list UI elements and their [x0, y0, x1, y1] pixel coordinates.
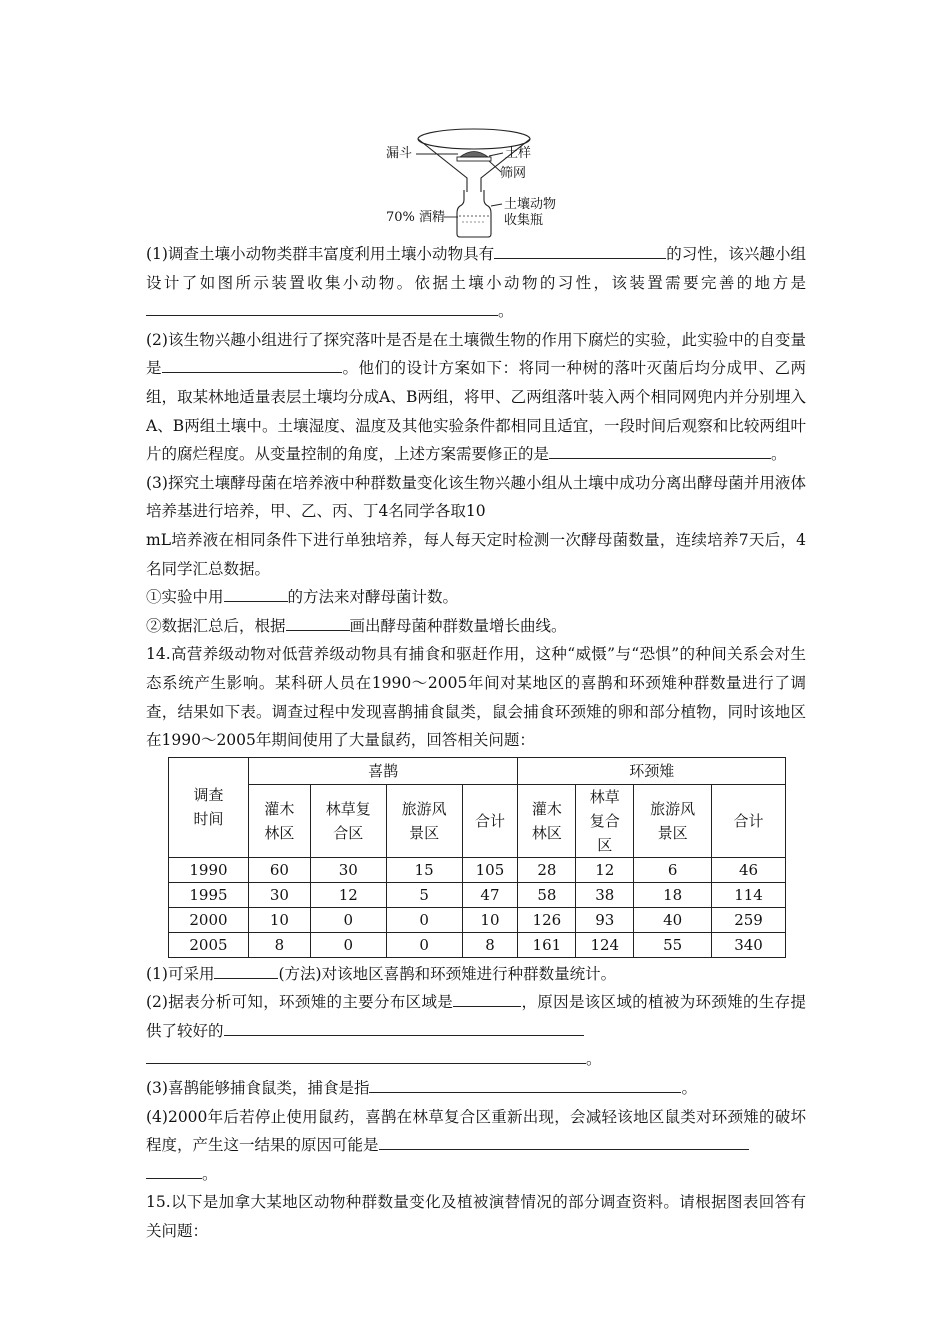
- bottle-leader: [491, 204, 502, 206]
- header-pheasant: 环颈雉: [518, 757, 786, 784]
- subheader-forest-grass: 林草复合区: [576, 784, 634, 857]
- q14-part4: (4)2000年后若停止使用鼠药，喜鹊在林草复合区重新出现，会减轻该地区鼠类对环颈雉的破坏程度，产生这一结果的原因可能是 。: [146, 1107, 806, 1183]
- q14-part3: (3)喜鹊能够捕食鼠类，捕食是指 。: [146, 1074, 806, 1103]
- worksheet-page: [146, 120, 806, 1246]
- collection-bottle-label-1: 土壤动物: [504, 197, 557, 212]
- q14-intro: 14.高营养级动物对低营养级动物具有捕食和驱赶作用，这种“威慑”与“恐惧”的种间关系会对生态系统产生影响。某科研人员在1990～2005年间对某地区的喜鹊和环颈雉种群数量进行了调查，结果如下表。调查过程中发现喜鹊捕食鼠类，鼠会捕食环颈雉的卵和部分植物，同时该地区在1990～2005年期间使用了大量鼠药，回答相关问题：: [146, 645, 806, 750]
- q13-part1: (1)调查土壤小动物类群丰富度利用土壤小动物具有 的习性，该兴趣小组设计了如图所示装置收集小动物。依据土壤小动物的习性，该装置需要完善的地方是。: [146, 240, 806, 326]
- answer-blank[interactable]: [162, 355, 342, 373]
- q13-part3-sub1: ①实验中用 的方法来对酵母菌计数。: [146, 583, 806, 612]
- sieve-label: 筛网: [500, 166, 527, 181]
- collection-bottle-label-2: 收集瓶: [504, 213, 544, 228]
- subheader-scenic: 旅游风景区: [634, 784, 712, 857]
- q13-part3-sub2: ②数据汇总后，根据 画出酵母菌种群数量增长曲线。: [146, 612, 806, 641]
- q15-intro: 15.以下是加拿大某地区动物种群数量变化及植被演替情况的部分调查资料。请根据图表回答有关问题：: [146, 1193, 806, 1241]
- answer-blank[interactable]: [286, 613, 350, 631]
- q13-part3-line1: (3)探究土壤酵母菌在培养液中种群数量变化该生物兴趣小组从土壤中成功分离出酵母菌并用液体培养基进行培养，甲、乙、丙、丁4名同学各取10: [146, 473, 806, 521]
- survey-table: [168, 757, 786, 958]
- table-row: 2005 8 0 0 8 161 124 55 340: [169, 932, 786, 957]
- soil-sample-label: 土样: [505, 146, 532, 161]
- header-survey-time: 调查时间: [169, 757, 249, 857]
- answer-blank[interactable]: [549, 441, 573, 459]
- subheader-total: 合计: [712, 784, 786, 857]
- subheader-shrub: 灌木林区: [248, 784, 310, 857]
- alcohol-label: 70% 酒精: [386, 210, 446, 225]
- sieve-mesh: [457, 157, 491, 161]
- header-magpie: 喜鹊: [248, 757, 518, 784]
- question-text-2: [146, 960, 806, 1246]
- answer-blank[interactable]: [146, 298, 498, 316]
- table-row: 1995 30 12 5 47 58 38 18 114: [169, 882, 786, 907]
- answer-blank[interactable]: [224, 1018, 584, 1036]
- answer-blank[interactable]: [369, 1075, 681, 1093]
- subheader-shrub: 灌木林区: [518, 784, 576, 857]
- funnel-label: 漏斗: [386, 146, 413, 161]
- answer-blank[interactable]: [379, 1132, 749, 1150]
- answer-blank[interactable]: [214, 961, 278, 979]
- collection-bottle: [457, 190, 491, 237]
- answer-blank[interactable]: [224, 584, 288, 602]
- answer-blank[interactable]: [146, 1046, 586, 1064]
- q14-part2: (2)据表分析可知，环颈雉的主要分布区域是 ，原因是该区域的植被为环颈雉的生存提供了较好的 。: [146, 988, 806, 1074]
- table-row: 2000 10 0 0 10 126 93 40 259: [169, 907, 786, 932]
- q13-part3-line2: mL培养液在相同条件下进行单独培养，每人每天定时检测一次酵母菌数量，连续培养7天后，4名同学汇总数据。: [146, 530, 806, 578]
- table-row: 1990 60 30 15 105 28 12 6 46: [169, 857, 786, 882]
- question-text: [146, 240, 806, 755]
- soil-animal-collector-figure: [146, 120, 806, 240]
- subheader-scenic: 旅游风景区: [386, 784, 462, 857]
- answer-blank[interactable]: [494, 241, 666, 259]
- q14-part1: (1)可采用 (方法)对该地区喜鹊和环颈雉进行种群数量统计。: [146, 960, 806, 989]
- subheader-total: 合计: [462, 784, 518, 857]
- answer-blank[interactable]: [573, 441, 771, 459]
- answer-blank[interactable]: [146, 1161, 202, 1179]
- soil-sample-leader: [489, 153, 503, 156]
- funnel-apparatus-diagram: [146, 120, 806, 240]
- q13-part2: (2)该生物兴趣小组进行了探究落叶是否是在土壤微生物的作用下腐烂的实验，此实验中的自变量是 。他们的设计方案如下：将同一种树的落叶灭菌后均分成甲、乙两组，取某林地适量表层土壤均分成A、B两组，将甲、乙两组落叶装入两个相同网兜内并分别埋入A、B两组土壤中。土壤湿度、温度及其他实验条件都相同且适宜，一段时间后观察和比较两组叶片的腐烂程度。从变量控制的角度，上述方案需要修正的是 。: [146, 330, 806, 464]
- answer-blank[interactable]: [453, 989, 521, 1007]
- subheader-forest-grass: 林草复合区: [310, 784, 386, 857]
- soil-sample-mound: [460, 152, 488, 158]
